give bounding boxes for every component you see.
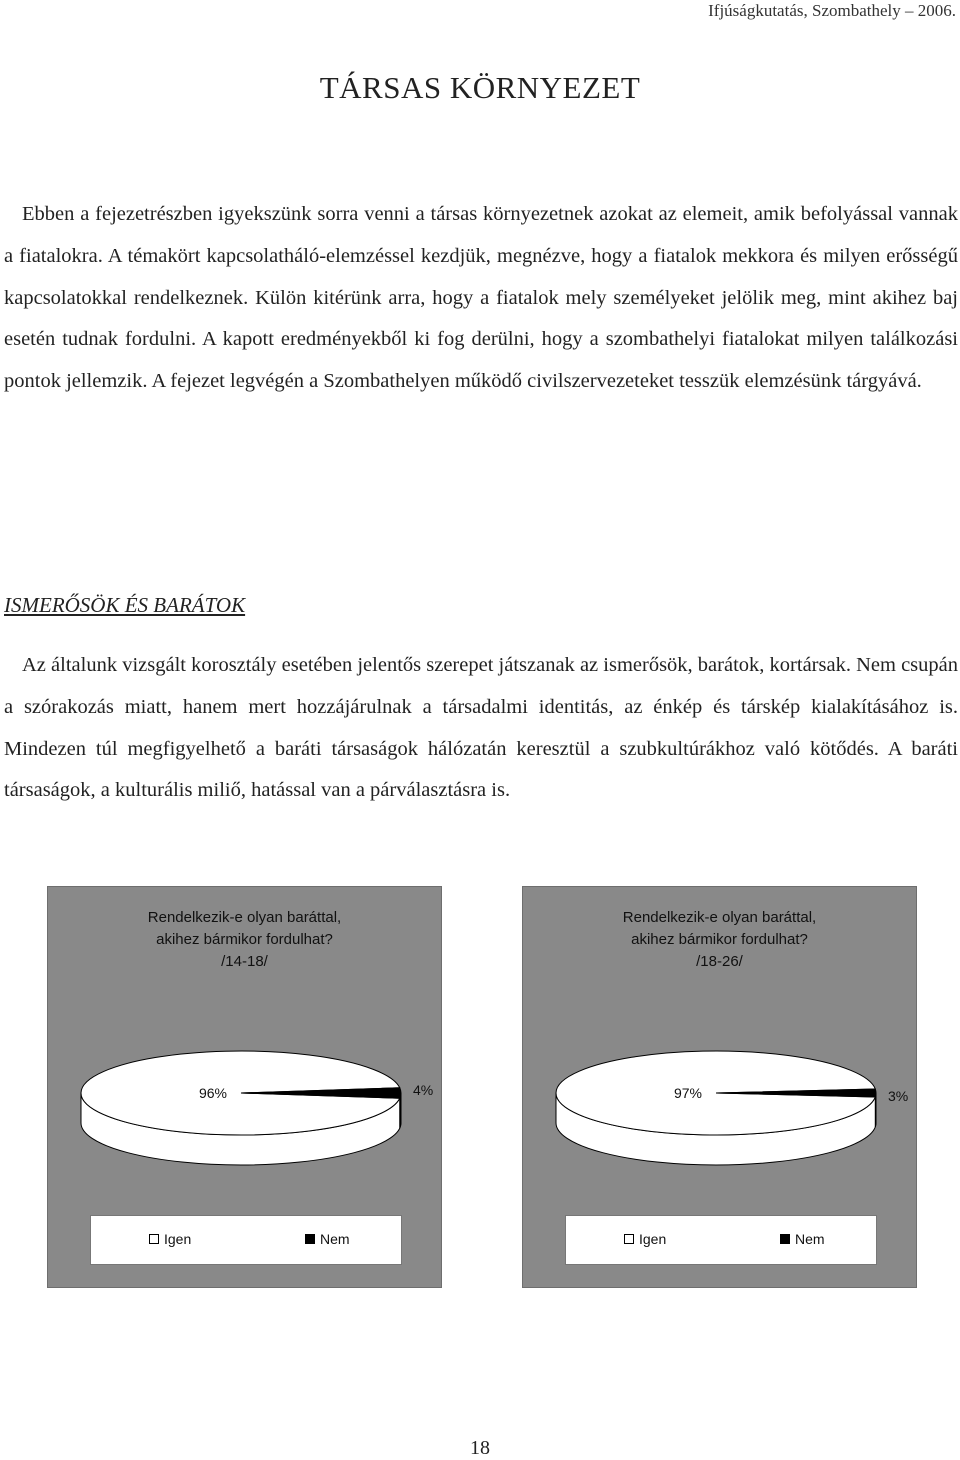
chart-title-line-3: /14-18/ (221, 953, 268, 970)
legend-label-nem: Nem (320, 1231, 350, 1247)
section-paragraph: Az általunk vizsgált korosztály esetében jelentős szerepet játszanak az ismerősök, barátok, kortársak. Nem csupán a szórakozás miatt, hanem mert hozzájárulnak a társadalmi identitás, az énkép és társkép kialakításához is. Mindezen túl megfigyelhető a baráti társaságok hálózatán keresztül a szubkultúrákhoz való kötődés. A baráti társaságok, a kulturális miliő, hatással van a párválasztásra is. (4, 654, 958, 802)
legend-label-nem: Nem (795, 1231, 825, 1247)
pie-plot (523, 887, 916, 1217)
legend-swatch-igen (149, 1234, 159, 1244)
legend-swatch-nem (305, 1234, 315, 1244)
pie-chart-14-18 (47, 886, 442, 1288)
legend-item-nem (780, 1231, 825, 1247)
pie-chart-18-26 (522, 886, 917, 1288)
pie-label-nem: 4% (413, 1082, 434, 1098)
legend-item-nem (305, 1231, 350, 1247)
pie-label-igen: 96% (198, 1085, 228, 1101)
legend-item-igen (149, 1231, 191, 1247)
legend-label-igen: Igen (639, 1231, 667, 1247)
section-heading: ISMERŐSÖK ÉS BARÁTOK (4, 593, 246, 617)
legend-swatch-igen (624, 1234, 634, 1244)
chapter-title: TÁRSAS KÖRNYEZET (319, 70, 641, 105)
legend-swatch-nem (780, 1234, 790, 1244)
pie-label-nem: 3% (888, 1088, 909, 1104)
chart-legend (565, 1215, 877, 1265)
chart-legend (90, 1215, 402, 1265)
chart-title-line-1: Rendelkezik-e olyan baráttal, (147, 909, 342, 926)
chart-title-line-3: /18-26/ (696, 953, 743, 970)
page-number: 18 (470, 1437, 490, 1459)
legend-label-igen: Igen (164, 1231, 192, 1247)
pie-label-igen: 97% (673, 1085, 703, 1101)
legend-item-igen (624, 1231, 666, 1247)
pie-slice-nem-side (875, 1093, 876, 1127)
chart-title-line-2: akihez bármikor fordulhat? (156, 931, 333, 948)
intro-paragraph: Ebben a fejezetrészben igyekszünk sorra venni a társas környezetnek azokat az elemeit, amik befolyással vannak a fiatalokra. A témakört kapcsolatháló-elemzéssel kezdjük, megnézve, hogy a fiatalok mekkora és milyen erősségű kapcsolatokkal rendelkeznek. Külön kitérünk arra, hogy a fiatalok mely személyeket jelölik meg, mint akihez baj esetén tudnak fordulni. A kapott eredményekből ki fog derülni, hogy a szombathelyi fiatalokat milyen találkozási pontok jellemzik. A fejezet legvégén a Szombathelyen működő civilszervezeteket tesszük elemzésünk tárgyává. (4, 203, 958, 393)
chart-title-line-2: akihez bármikor fordulhat? (631, 931, 808, 948)
running-header: Ifjúságkutatás, Szombathely – 2006. (708, 1, 956, 20)
chart-title-line-1: Rendelkezik-e olyan baráttal, (622, 909, 817, 926)
pie-plot (48, 887, 441, 1217)
